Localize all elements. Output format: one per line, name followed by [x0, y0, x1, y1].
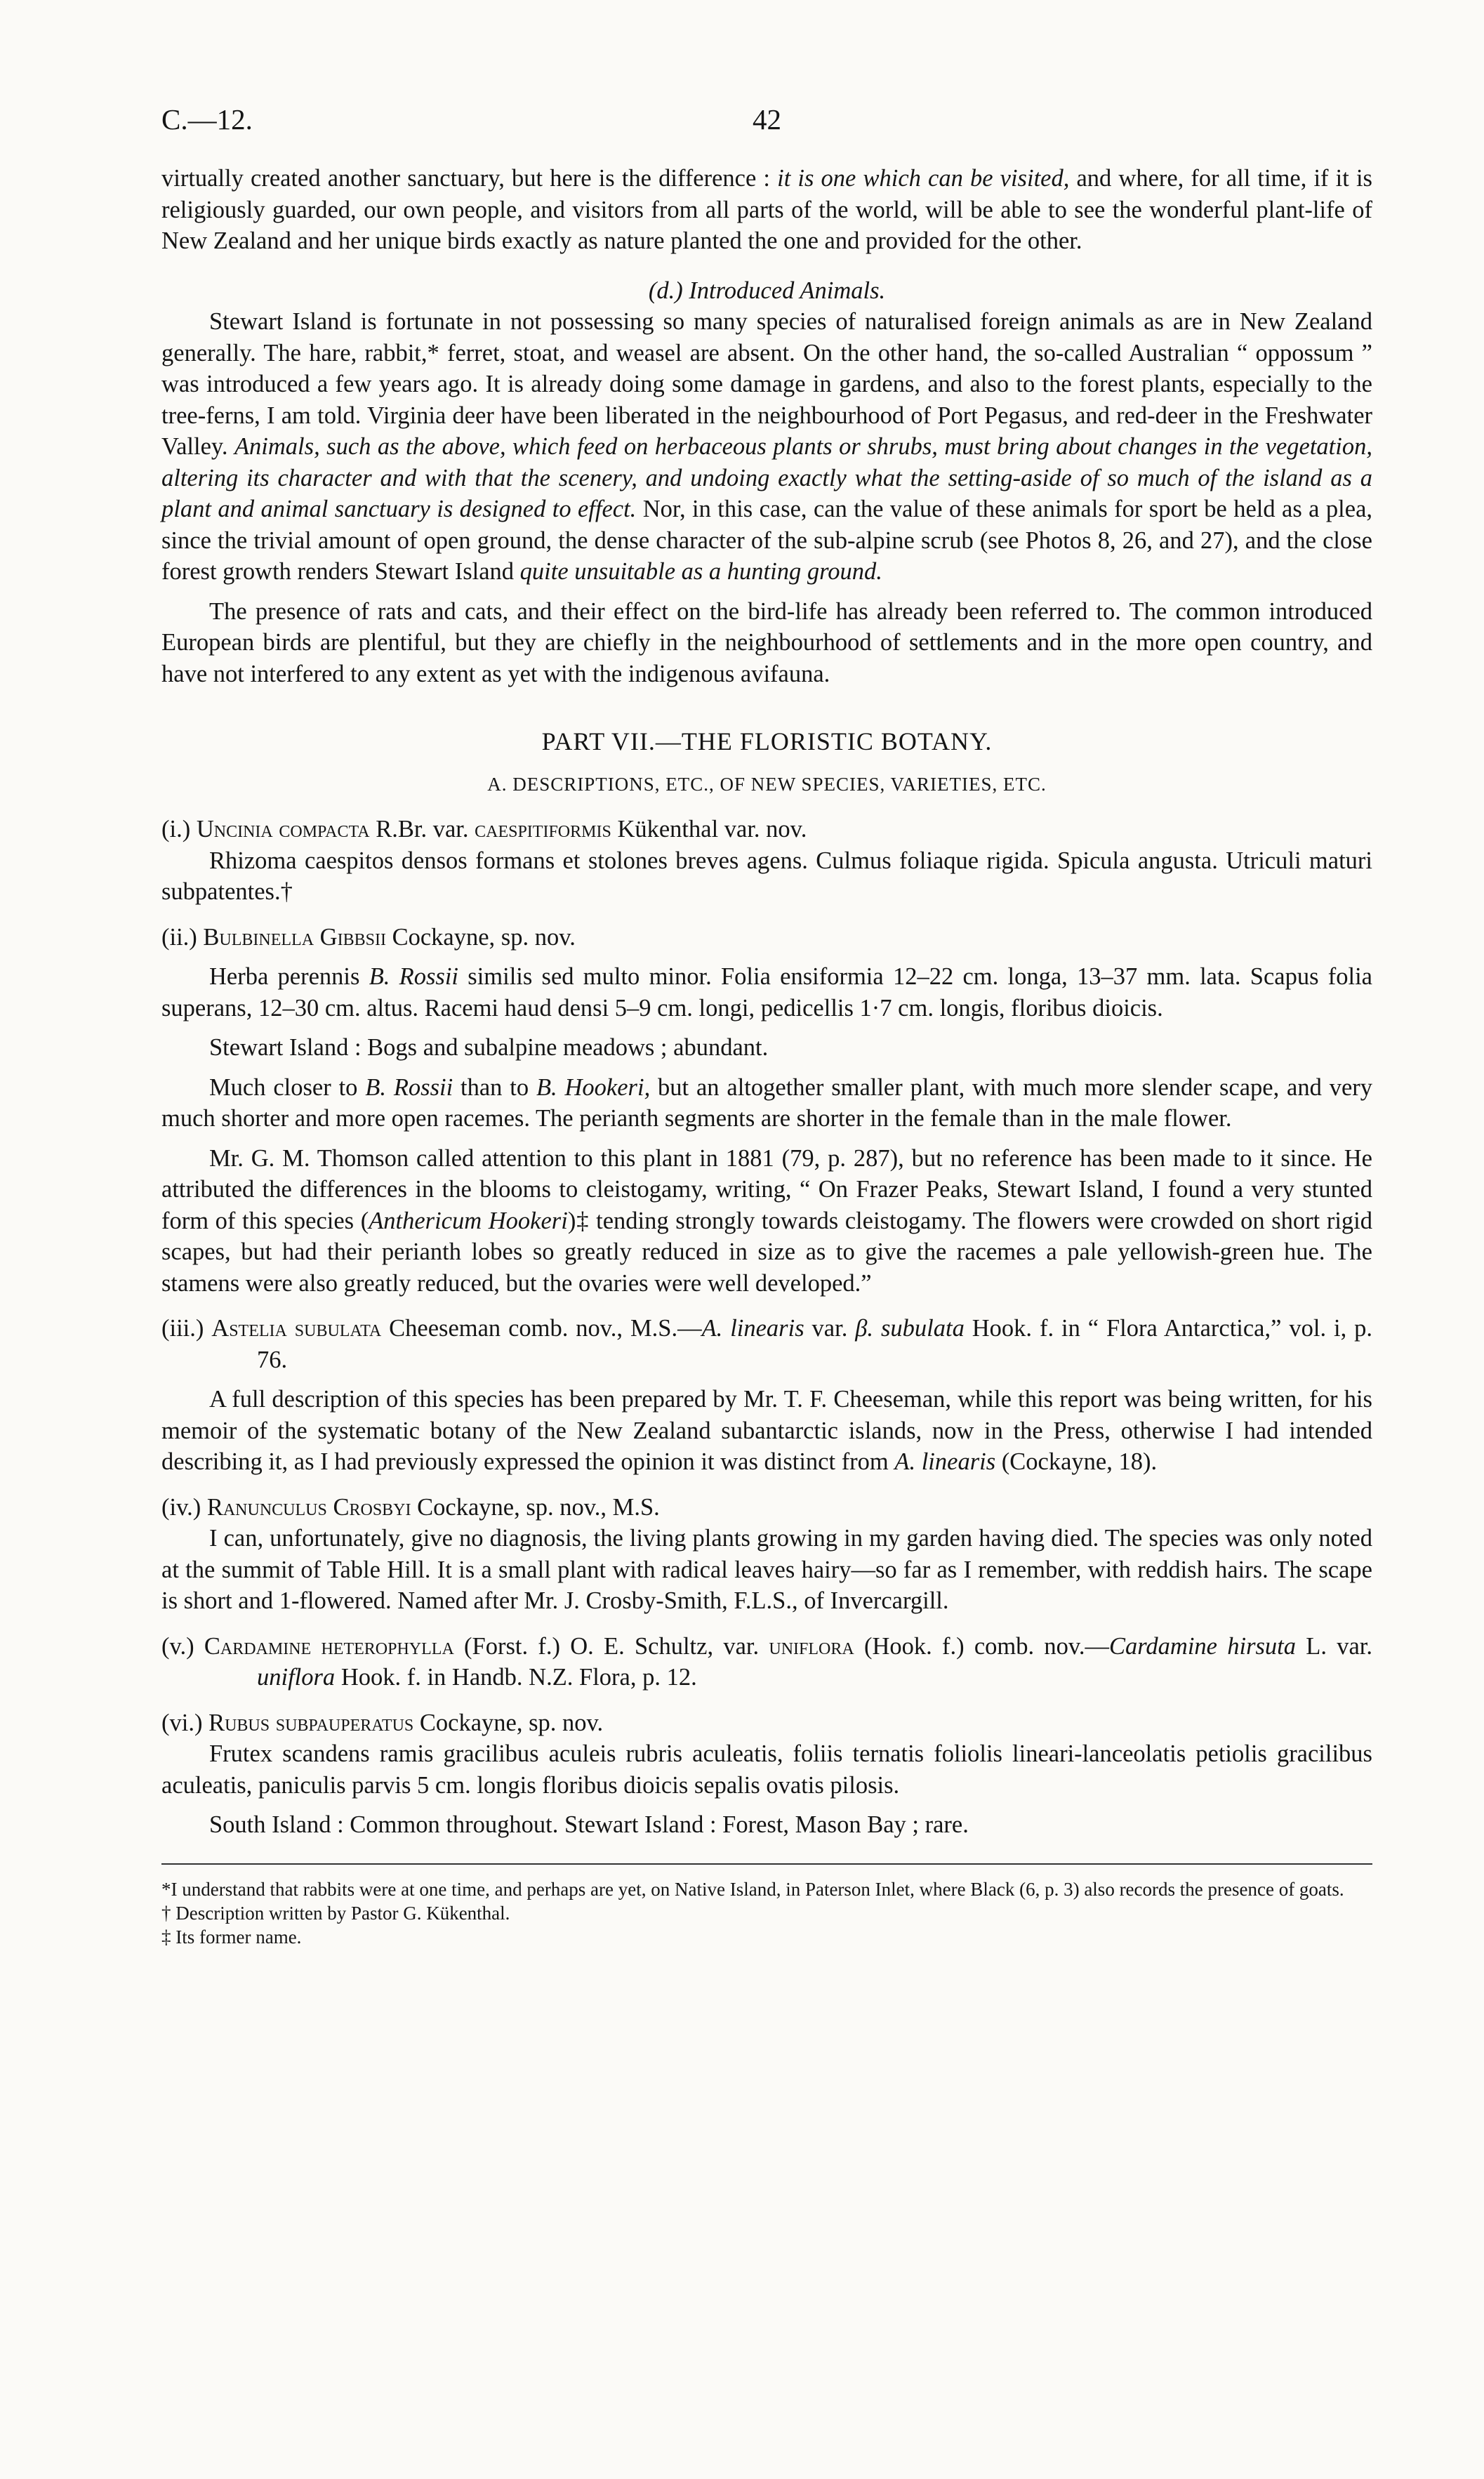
description: A full description of this species has been prepared by Mr. T. F. Cheeseman, while this report was being written, for his memoir of the systematic botany of the New Zealand subantarctic islands, now in the Press, otherwise I had intended describing it, as I had previously expressed the opinion it was distinct from A. linearis (Cockayne, 18).	[161, 1386, 1372, 1475]
species-title: (iii.) Astelia subulata Cheeseman comb. nov., M.S.—A. linearis var. β. subulata Hook. f. in “ Flora Antarctica,” vol. i, p. 76.	[161, 1315, 1372, 1373]
species-title: (vi.) Rubus subpauperatus Cockayne, sp. nov.	[161, 1709, 604, 1736]
introduced-animals-paragraph: Stewart Island is fortunate in not possessing so many species of naturalised foreign animals as are in New Zealand generally. The hare, rabbit,* ferret, stoat, and weasel are absent. On the other hand, the so-called Australian “ oppossum ” was introduced a few years ago. It is already doing some damage in gardens, and also to the forest plants, especially to the tree-ferns, I am told. Virginia deer have been liberated in the neighbourhood of Port Pegasus, and red-deer in the Freshwater Valley. Animals, such as the above, which feed on herbaceous plants or shrubs, must bring about changes in the vegetation, altering its character and with that the scenery, and undoing exactly what the setting-aside of so much of the island as a plant and animal sanctuary is designed to effect. Nor, in this case, can the value of these animals for sport be held as a plea, since the trivial amount of open ground, the dense character of the sub-alpine scrub (see Photos 8, 26, and 27), and the close forest growth renders Stewart Island quite unsuitable as a hunting ground.	[161, 308, 1373, 585]
habitat-line: South Island : Common throughout. Stewart Island : Forest, Mason Bay ; rare.	[209, 1811, 969, 1838]
page-number: 42	[753, 103, 781, 135]
page-body	[161, 163, 1372, 1949]
rats-cats-paragraph: The presence of rats and cats, and their effect on the bird-life has already been referred to. The common introduced European birds are plentiful, but they are chiefly in the neighbourhood of settlements and in the more open country, and have not interfered to any extent as yet with the indigenous avifauna.	[161, 597, 1372, 687]
footnote-divider	[161, 1863, 1372, 1865]
thomson-note: Mr. G. M. Thomson called attention to this plant in 1881 (79, p. 287), but no reference has been made to it since. He attributed the differences in the blooms to cleistogamy, writing, “ On Frazer Peaks, Stewart Island, I found a very stunted form of this species (Anthericum Hookeri)‡ tending strongly towards cleistogamy. The flowers were crowded on short rigid scapes, but had their perianth lobes so greatly reduced in size as to give the racemes a pale yellowish-green hue. The stamens were also greatly reduced, but the ovaries were well developed.”	[161, 1144, 1372, 1297]
description: I can, unfortunately, give no diagnosis, the living plants growing in my garden having died. The species was only noted at the summit of Table Hill. It is a small plant with radical leaves hairy—so far as I remember, with reddish hairs. The scape is short and 1-flowered. Named after Mr. J. Crosby-Smith, F.L.S., of Invercargill.	[161, 1525, 1372, 1614]
species-title: (i.) Uncinia compacta R.Br. var. caespitiformis Kükenthal var. nov.	[161, 816, 807, 842]
species-entry-ranunculus	[161, 1492, 1372, 1617]
species-entry-rubus	[161, 1707, 1372, 1841]
document-reference: C.—12.	[161, 103, 253, 135]
species-entry-uncinia	[161, 814, 1372, 908]
section-heading: A. DESCRIPTIONS, ETC., OF NEW SPECIES, VARIETIES, ETC.	[487, 773, 1047, 795]
latin-description: Rhizoma caespitos densos formans et stolones breves agens. Culmus foliaque rigida. Spicula angusta. Utriculi maturi subpatentes.†	[161, 847, 1372, 905]
footnote-rabbits: *I understand that rabbits were at one time, and perhaps are yet, on Native Island, in Paterson Inlet, where Black (6, p. 3) also records the presence of goats.	[161, 1878, 1344, 1900]
species-entry-bulbinella	[161, 922, 1372, 1300]
latin-description: Frutex scandens ramis gracilibus aculeis rubris aculeatis, foliis ternatis foliolis lineari-lanceolatis petiolis gracilibus aculeatis, paniculis parvis 5 cm. longis floribus dioicis sepalis ovatis pilosis.	[161, 1740, 1372, 1799]
species-entry-cardamine	[161, 1631, 1372, 1693]
intro-paragraph: virtually created another sanctuary, but here is the difference : it is one which can be visited, and where, for all time, if it is religiously guarded, our own people, and visitors from all parts of the world, will be able to see the wonderful plant-life of New Zealand and her unique birds exactly as nature planted the one and provided for the other.	[161, 165, 1372, 254]
page-header	[161, 103, 1372, 145]
species-title: (iv.) Ranunculus Crosbyi Cockayne, sp. nov., M.S.	[161, 1493, 660, 1521]
footnote-description: † Description written by Pastor G. Kükenthal.	[161, 1902, 510, 1924]
species-entry-astelia	[161, 1313, 1372, 1478]
habitat-line: Stewart Island : Bogs and subalpine meadows ; abundant.	[209, 1034, 769, 1061]
part-heading: PART VII.—THE FLORISTIC BOTANY.	[541, 727, 993, 755]
comparison-note: Much closer to B. Rossii than to B. Hookeri, but an altogether smaller plant, with much more slender scape, and very much shorter and more open racemes. The perianth segments are shorter in the female than in the male flower.	[161, 1073, 1373, 1132]
latin-description: Herba perennis B. Rossii similis sed multo minor. Folia ensiformia 12–22 cm. longa, 13–37 mm. lata. Scapus folia superans, 12–30 cm. altus. Racemi haud densi 5–9 cm. longi, pedicellis 1·7 cm. longis, floribus dioicis.	[161, 963, 1372, 1022]
section-d-heading: (d.) Introduced Animals.	[648, 277, 886, 304]
species-title: (v.) Cardamine heterophylla (Forst. f.) O. E. Schultz, var. uniflora (Hook. f.) comb. nov.—Cardamine hirsuta L. var. uniflora Hook. f. in Handb. N.Z. Flora, p. 12.	[161, 1632, 1372, 1691]
species-title: (ii.) Bulbinella Gibbsii Cockayne, sp. nov.	[161, 923, 576, 951]
footnote-former-name: ‡ Its former name.	[161, 1926, 302, 1948]
